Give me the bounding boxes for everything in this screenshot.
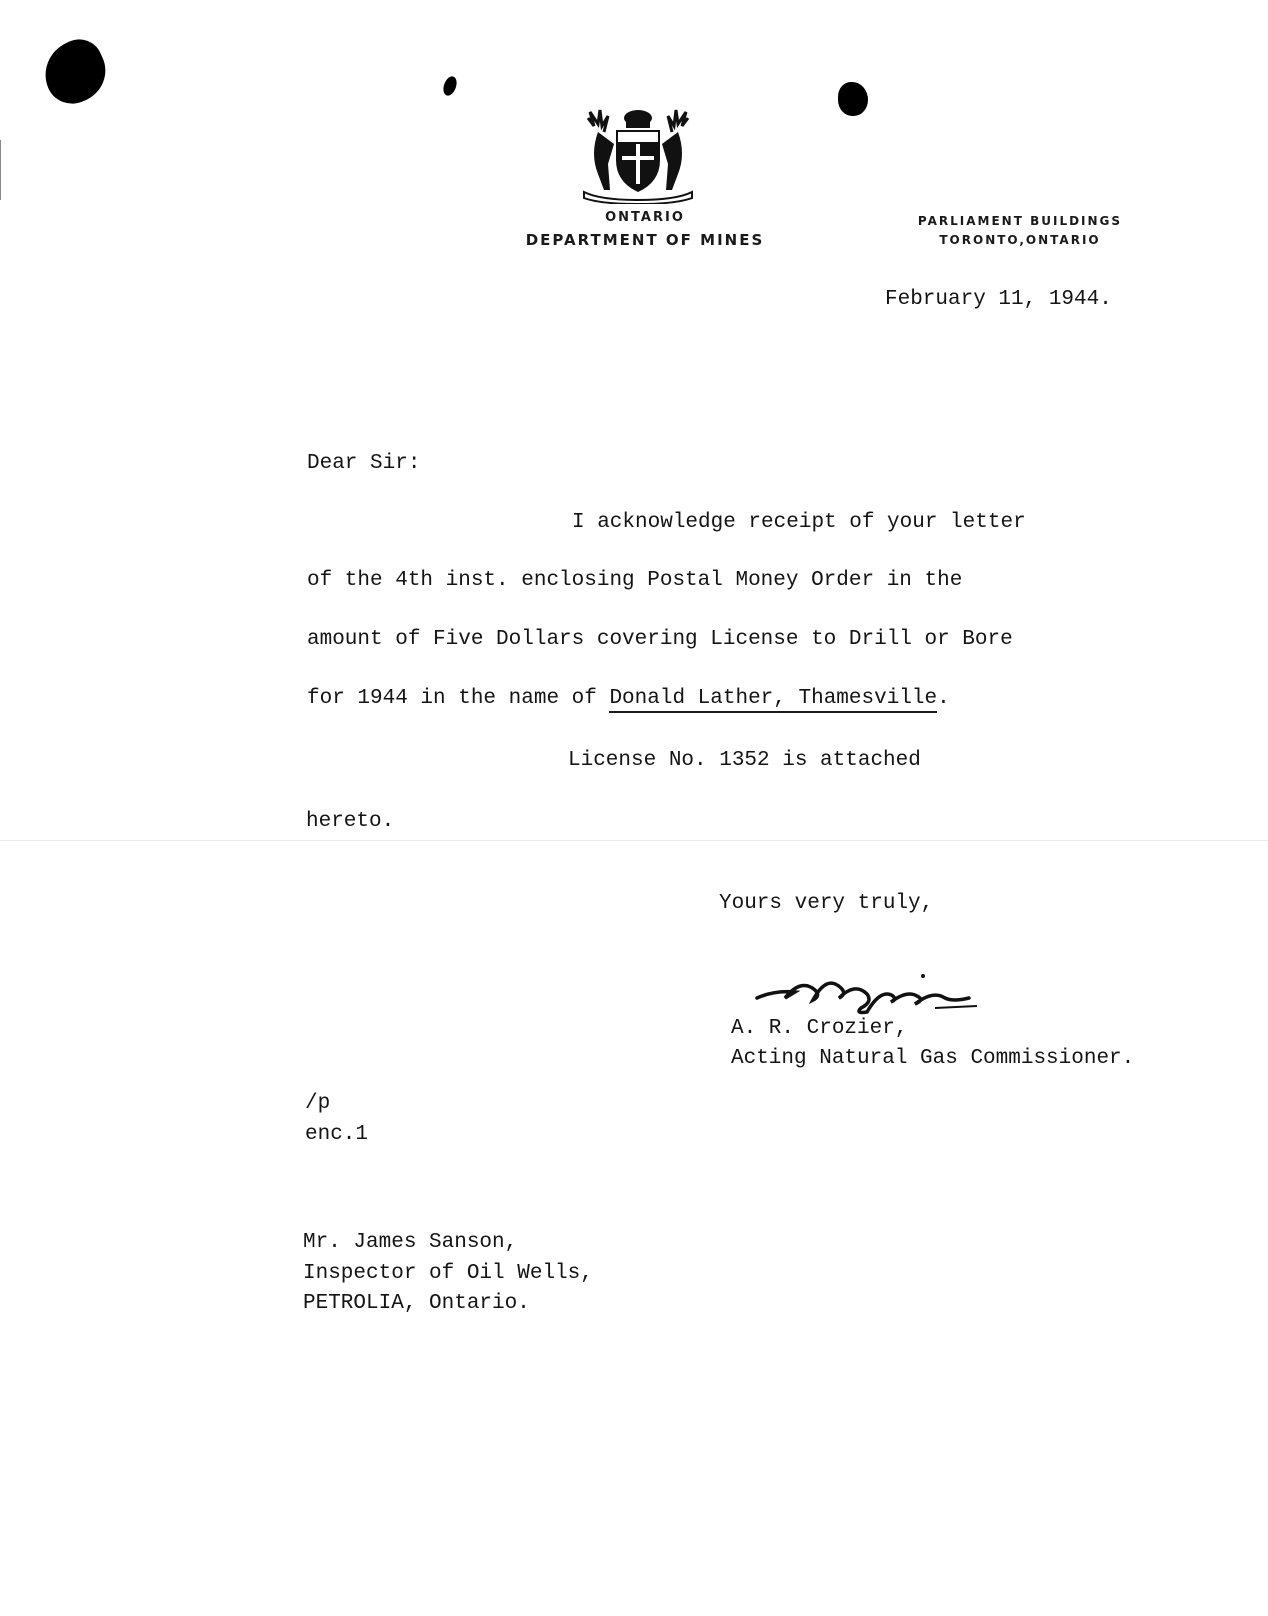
letterhead-address-line2: TORONTO,ONTARIO bbox=[939, 233, 1101, 247]
letterhead-department: DEPARTMENT OF MINES bbox=[525, 231, 765, 249]
letterhead-address-line1: PARLIAMENT BUILDINGS bbox=[917, 214, 1123, 228]
body-line-4-suffix: . bbox=[937, 687, 950, 710]
body-line-1: I acknowledge receipt of your letter bbox=[572, 511, 1026, 534]
closing: Yours very truly, bbox=[719, 892, 934, 915]
enclosure-note: enc.1 bbox=[305, 1123, 369, 1146]
recipient-line-3: PETROLIA, Ontario. bbox=[303, 1292, 530, 1315]
body-line-2: of the 4th inst. enclosing Postal Money Order in the bbox=[307, 569, 963, 592]
body-line-4 bbox=[307, 687, 950, 710]
signatory-name: A. R. Crozier, bbox=[731, 1017, 908, 1040]
typist-initials: /p bbox=[305, 1092, 331, 1115]
body-line-5: License No. 1352 is attached bbox=[568, 749, 921, 772]
ink-blot-top-left bbox=[34, 32, 116, 113]
ink-blot-small bbox=[441, 75, 459, 98]
ink-blot-top-right bbox=[838, 82, 868, 116]
handwritten-signature-icon bbox=[755, 968, 985, 1018]
body-line-6: hereto. bbox=[306, 810, 395, 833]
body-line-3: amount of Five Dollars covering License to Drill or Bore bbox=[307, 628, 1013, 651]
recipient-line-2: Inspector of Oil Wells, bbox=[303, 1262, 593, 1285]
letter-date: February 11, 1944. bbox=[885, 288, 1112, 311]
body-line-4-prefix: for 1944 in the name of bbox=[307, 687, 610, 710]
letterhead-province: ONTARIO bbox=[605, 210, 685, 225]
scan-edge-line bbox=[0, 140, 1, 200]
signatory-title: Acting Natural Gas Commissioner. bbox=[731, 1047, 1135, 1070]
recipient-line-1: Mr. James Sanson, bbox=[303, 1231, 518, 1254]
underlined-licensee-name: Donald Lather, Thamesville bbox=[609, 687, 937, 713]
ontario-coat-of-arms-icon bbox=[580, 104, 696, 204]
fold-line bbox=[0, 840, 1268, 841]
salutation: Dear Sir: bbox=[307, 452, 421, 475]
